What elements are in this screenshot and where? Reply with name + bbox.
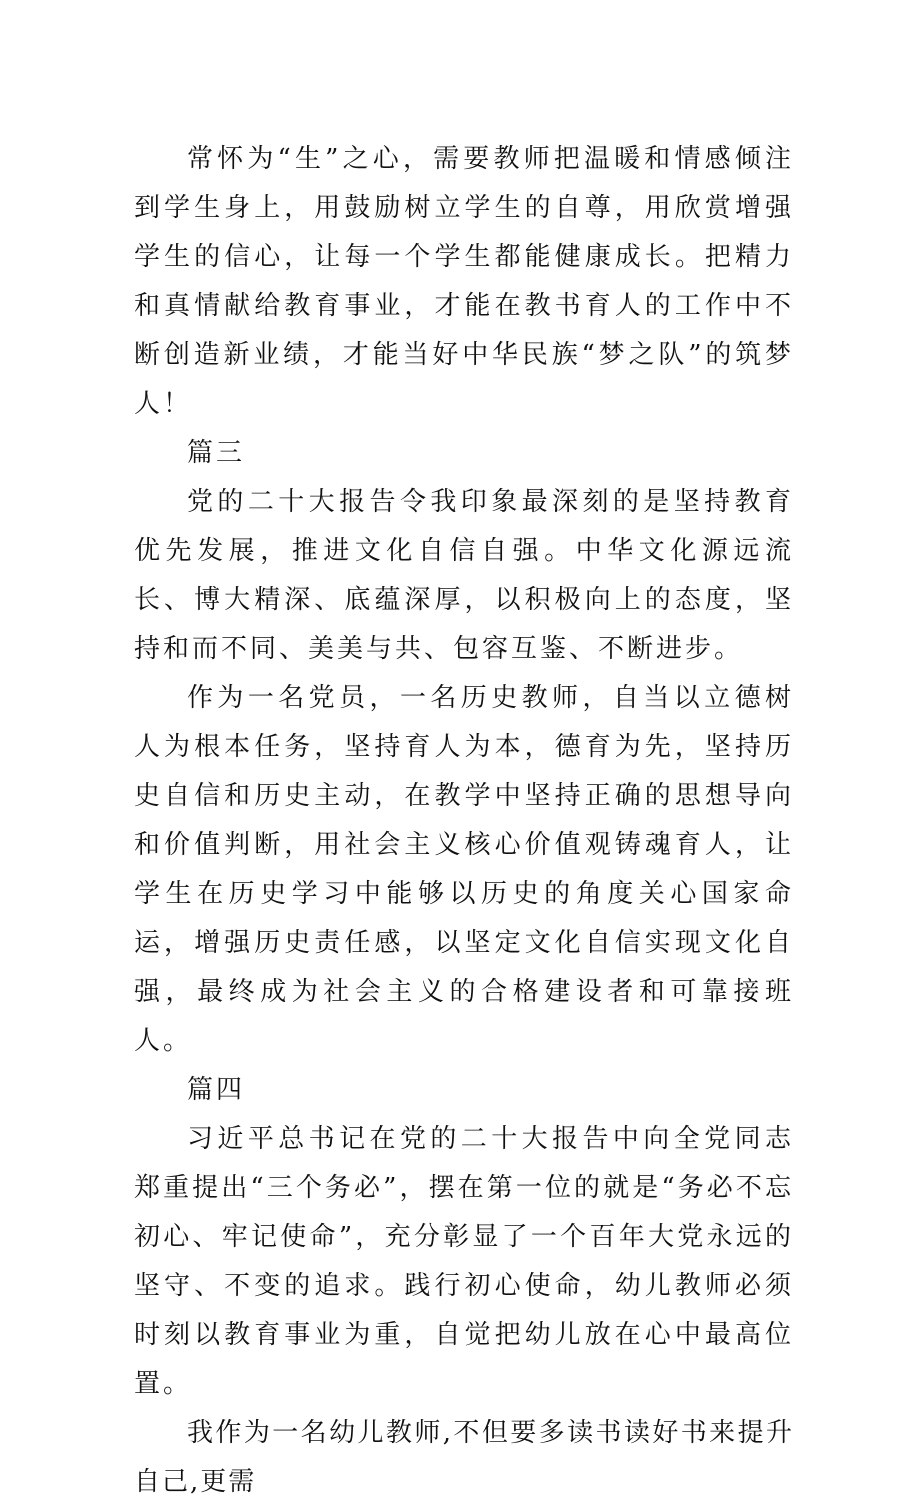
section-heading-pian3: 篇三 — [187, 438, 246, 468]
paragraph-pian4-intro: 习近平总书记在党的二十大报告中向全党同志郑重提出“三个务必”，摆在第一位的就是“务必不忘初心、牢记使命”，充分彰显了一个百年大党永远的坚守、不变的追求。践行初心使命，幼儿教师必须时刻以教育事业为重，自觉把幼儿放在心中最高位置。 — [134, 1124, 794, 1399]
paragraph-pian2-conclusion: 常怀为“生”之心，需要教师把温暖和情感倾注到学生身上，用鼓励树立学生的自尊，用欣赏增强学生的信心，让每一个学生都能健康成长。把精力和真情献给教育事业，才能在教书育人的工作中不断创造新业绩，才能当好中华民族“梦之队”的筑梦人！ — [134, 144, 794, 419]
document-body — [134, 135, 794, 1507]
paragraph-pian3-body: 作为一名党员，一名历史教师，自当以立德树人为根本任务，坚持育人为本，德育为先，坚持历史自信和历史主动，在教学中坚持正确的思想导向和价值判断，用社会主义核心价值观铸魂育人，让学生在历史学习中能够以历史的角度关心国家命运，增强历史责任感，以坚定文化自信实现文化自强，最终成为社会主义的合格建设者和可靠接班人。 — [134, 683, 794, 1056]
paragraph-pian4-body: 我作为一名幼儿教师,不但要多读书读好书来提升自己,更需 — [134, 1418, 794, 1497]
paragraph-pian3-intro: 党的二十大报告令我印象最深刻的是坚持教育优先发展，推进文化自信自强。中华文化源远流长、博大精深、底蕴深厚，以积极向上的态度，坚持和而不同、美美与共、包容互鉴、不断进步。 — [134, 487, 794, 664]
section-heading-pian4: 篇四 — [187, 1075, 246, 1105]
